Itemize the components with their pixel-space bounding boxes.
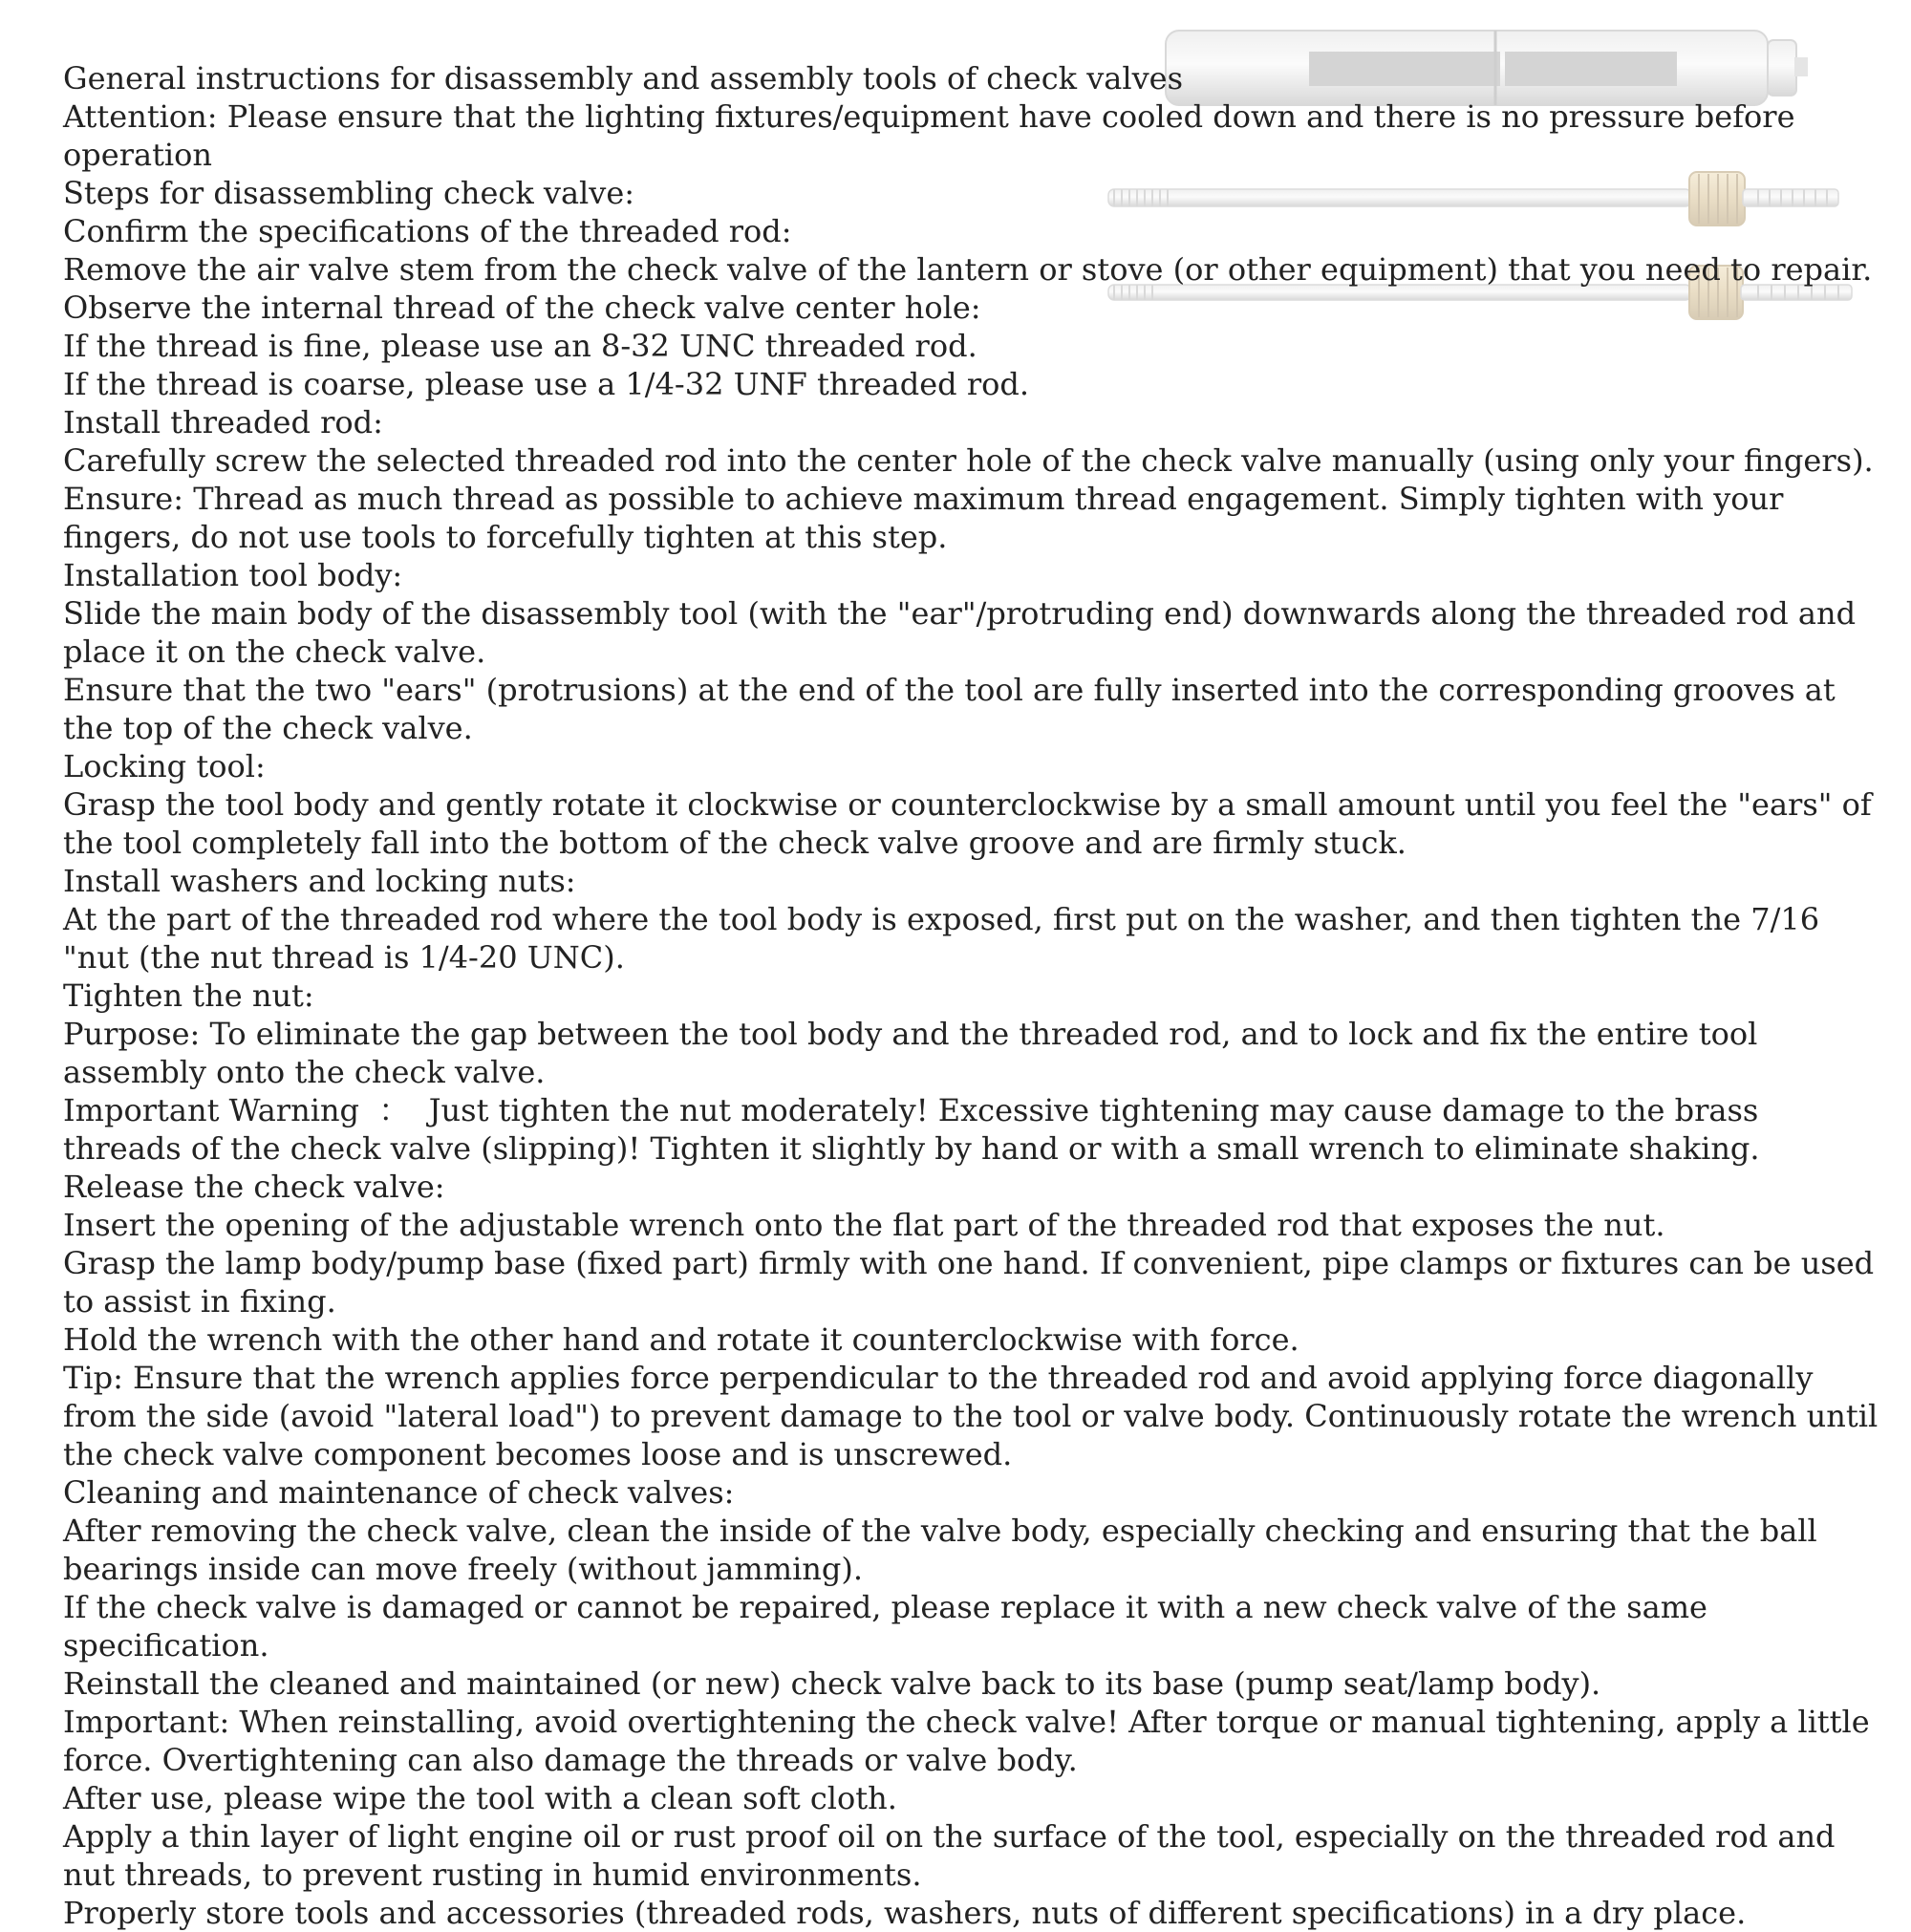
warning-line: Important Warning ： Just tighten the nut moderately! Excessive tightening may cause damage to the brass threads of the check valve (slipping)! Tighten it slightly by hand or with a small wrench to eliminate shaking. [63,1092,1769,1167]
instruction-line: Hold the wrench with the other hand and rotate it counterclockwise with force. [63,1321,1299,1358]
document-title: General instructions for disassembly and assembly tools of check valves [63,60,1184,97]
instruction-line: Grasp the lamp body/pump base (fixed part) firmly with one hand. If convenient, pipe clamps or fixtures can be used to assist in fixing. [63,1245,1884,1320]
instruction-line: Ensure that the two "ears" (protrusions) at the end of the tool are fully inserted into the corresponding grooves at the top of the check valve. [63,672,1845,746]
instruction-line: Remove the air valve stem from the check valve of the lantern or stove (or other equipment) that you need to repair. [63,251,1873,288]
instruction-line: Insert the opening of the adjustable wrench onto the flat part of the threaded rod that exposes the nut. [63,1207,1665,1243]
step-heading: Confirm the specifications of the threaded rod: [63,213,792,249]
step-heading: Installation tool body: [63,557,403,593]
instruction-line: Properly store tools and accessories (threaded rods, washers, nuts of different specifications) in a dry place. [63,1895,1747,1931]
section-heading: Steps for disassembling check valve: [63,175,635,211]
instruction-line: Important: When reinstalling, avoid overtightening the check valve! After torque or manual tightening, apply a little force. Overtightening can also damage the threads or valve body. [63,1704,1879,1778]
step-heading: Release the check valve: [63,1169,445,1205]
instruction-line: At the part of the threaded rod where the tool body is exposed, first put on the washer, and then tighten the 7/16 "nut (the nut thread is 1/4-20 UNC). [63,901,1830,976]
instruction-line: Carefully screw the selected threaded rod into the center hole of the check valve manually (using only your fingers). [63,442,1874,479]
instruction-line: After use, please wipe the tool with a clean soft cloth. [63,1780,897,1816]
instruction-line: Apply a thin layer of light engine oil or rust proof oil on the surface of the tool, especially on the threaded rod and nut threads, to prevent rusting in humid environments. [63,1818,1845,1893]
instruction-line: If the thread is coarse, please use a 1/4-32 UNF threaded rod. [63,366,1030,402]
step-heading: Install washers and locking nuts: [63,863,576,899]
step-heading: Locking tool: [63,748,266,784]
instruction-text [63,59,1888,1932]
section-heading: Cleaning and maintenance of check valves: [63,1474,735,1511]
instruction-line: Reinstall the cleaned and maintained (or new) check valve back to its base (pump seat/lamp body). [63,1665,1601,1702]
step-heading: Install threaded rod: [63,404,383,440]
instruction-line: If the check valve is damaged or cannot be repaired, please replace it with a new check valve of the same specification. [63,1589,1718,1664]
instruction-line: Observe the internal thread of the check valve center hole: [63,290,981,326]
instruction-line: After removing the check valve, clean the inside of the valve body, especially checking and ensuring that the ball bearings inside can move freely (without jamming). [63,1513,1827,1587]
instruction-line: Grasp the tool body and gently rotate it clockwise or counterclockwise by a small amount until you feel the "ears" of the tool completely fall into the bottom of the check valve groove and are firmly stuck. [63,786,1881,861]
instruction-line: Slide the main body of the disassembly tool (with the "ear"/protruding end) downwards along the threaded rod and place it on the check valve. [63,595,1866,670]
instruction-line: Purpose: To eliminate the gap between the tool body and the threaded rod, and to lock and fix the entire tool assembly onto the check valve. [63,1016,1768,1090]
tip-line: Tip: Ensure that the wrench applies force perpendicular to the threaded rod and avoid applying force diagonally from the side (avoid "lateral load") to prevent damage to the tool or valve body. Continuously rotate the wrench until the check valve component becomes loose and is unscrewed. [63,1360,1888,1472]
instruction-line: If the thread is fine, please use an 8-32 UNC threaded rod. [63,328,977,364]
attention-line: Attention: Please ensure that the lighting fixtures/equipment have cooled down and there is no pressure before operation [63,98,1805,173]
step-heading: Tighten the nut: [63,977,314,1014]
instruction-line: Ensure: Thread as much thread as possible to achieve maximum thread engagement. Simply tighten with your fingers, do not use tools to forcefully tighten at this step. [63,481,1793,555]
